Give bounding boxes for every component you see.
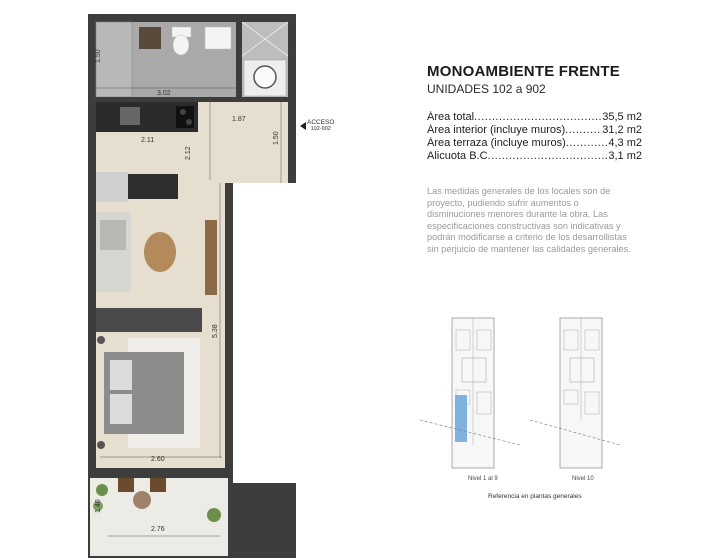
area-label: Alicuota B.C [427,150,488,162]
entry-units: 102-902 [310,126,331,132]
area-label: Área terraza (incluye muros) [427,137,566,149]
highlighted-unit [455,395,467,442]
dim-entry-depth: 1.50 [273,131,280,145]
area-label: Área total [427,111,475,123]
area-value: 4,3 m2 [608,137,642,149]
dim-bath-height: 1.50 [95,49,102,63]
dim-bedroom-width: 2.60 [151,456,165,463]
dim-kitchen-depth: 2.12 [185,146,192,160]
area-label: Área interior (incluye muros) [427,124,566,136]
dim-terrace-depth: 1.40 [95,499,102,513]
unit-subtitle: UNIDADES 102 a 902 [427,82,546,96]
dim-kitchen-width: 2.11 [141,137,155,144]
disclaimer-note: Las medidas generales de los locales son de proyecto, pudiendo sufrir aumentos o disminuciones menores durante la obra. Las especificaciones constructivas son indicativas y podrán modificarse a criterio de los desarrollistas sin perjuicio de mantener las calidades generales. [427,186,631,254]
level-label: Nivel 1 al 9 [468,476,498,482]
area-value: 35,5 m2 [602,111,642,123]
area-value: 31,2 m2 [602,124,642,136]
reference-plan-level-1-9 [420,318,520,468]
dim-bath-width: 3.02 [157,90,171,97]
dim-living-length: 5.38 [212,324,219,338]
area-value: 3,1 m2 [608,150,642,162]
level-label: Nivel 10 [572,476,594,482]
reference-caption: Referencia en plantas generales [488,493,582,500]
dim-terrace-width: 2.76 [151,526,165,533]
dim-entry-width: 1.87 [232,116,246,123]
entry-label-text: ACCESO [307,119,335,126]
unit-title: MONOAMBIENTE FRENTE [427,63,620,80]
reference-plan-level-10 [530,318,620,468]
